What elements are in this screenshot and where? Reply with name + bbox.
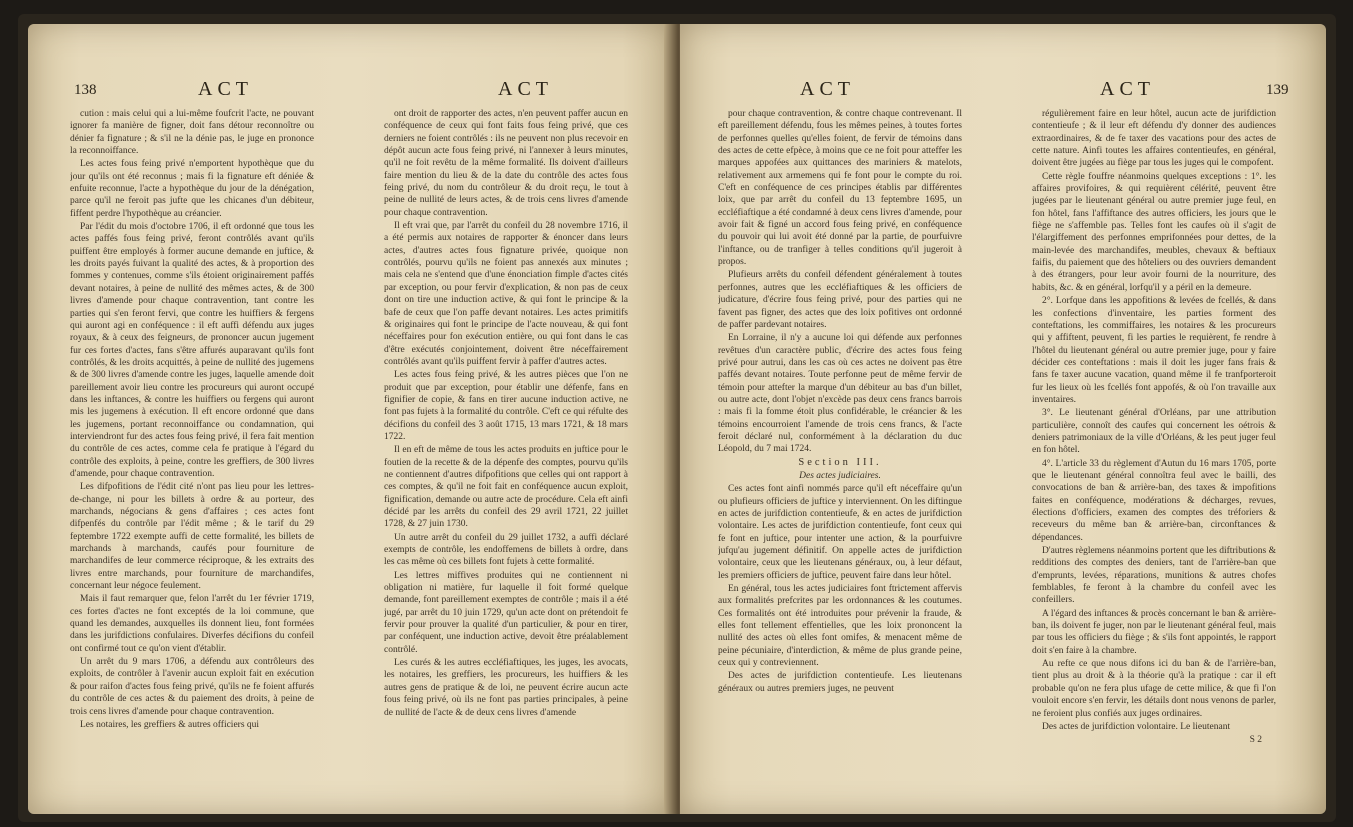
paragraph: Plufieurs arrêts du confeil défendent généralement à toutes perfonnes, autres que les eccléfiaftiques & les officiers de judicature, d'écrire fous feing privé, pour des parties qui ne favent pas figner, des actes que des loix pofitives ont ordonné de paffer pardevant notaires. [718, 270, 962, 330]
paragraph: pour chaque contravention, & contre chaque contrevenant. Il eft pareillement défendu, fous les mêmes peines, à toutes fortes de perfonnes quelles qu'elles foient, de fervir de témoins dans des actes de cette efpèce, à moins que ce ne foit pour atteffer les marques appofées aux quittances des mariniers & matelots, relativement aux armemens qui fe font pour le compte du roi. C'eft en conféquence de ces principes établis par différentes loix, que par arrêt du confeil du 13 feptembre 1695, un eccléfiaftique a été condamné à deux cens livres d'amende, pour avoir fait & figné un accord fous feing privé, en conféquence du pouvoir qui lui avoit été donné par la partie, de pourfuivre l'inftance, ou de tranfiger à telles conditions qu'il jugeroit à propos. [718, 109, 962, 268]
paragraph: Les actes fous feing privé n'emportent hypothèque que du jour qu'ils ont été reconnus ; mais fi la fignature eft déniée & enfuite reconnue, l'acte a hypothèque du jour de la dénégation, parce qu'il ne feroit pas jufte que les chicanes d'un débiteur, fiffent perdre l'hypothèque au créancier. [70, 159, 314, 219]
paragraph: Les notaires, les greffiers & autres officiers qui [80, 719, 260, 730]
book-spread [18, 14, 1336, 822]
paragraph: Des actes de jurifdiction volontaire. Le lieutenant [1042, 721, 1231, 732]
paragraph: Les actes fous feing privé, & les autres pièces que l'on ne produit que par exception, pour établir une défenfe, fans en fignifier de copie, & fans en tirer aucune induction active, ne font pas fujets à la formalité du contrôle. C'eft ce qui réfulte des décifions du confeil des 3 août 1715, 13 mars 1721, & 18 mars 1722. [384, 370, 628, 442]
right-page [680, 24, 1326, 814]
paragraph: Un arrêt du 9 mars 1706, a défendu aux contrôleurs des exploits, de contrôler à l'avenir aucun exploit fait en exécution & pour raifon d'actes fous feing privé, qu'ils ne fe foient affurés du contrôle de ces actes & du paiement des droits, à peine de trois cens livres d'amende pour chaque contravention. [70, 657, 314, 717]
left-column-2 [384, 108, 628, 808]
paragraph: 2°. Lorfque dans les appofitions & levées de fcellés, & dans les confections d'inventaire, les parties forment des conteftations, les commiffaires, les notaires & les procureurs qui y affiftent, peuvent, fi les parties le requièrent, fe rendre à l'hôtel du lieutenant général ou autre premier juge, pour y faire décider ces conteftations : mais il doit les juger fans frais & fans fe taxer aucune vacation, quand même il fe tranfporteroit fur les lieux où les fcellés font appofés, & où l'on travaille aux inventaires. [1032, 296, 1276, 405]
right-page-number: 139 [1266, 82, 1289, 98]
paragraph: A l'égard des inftances & procès concernant le ban & arrière-ban, ils doivent fe juger, non par le lieutenant général feul, mais par tous les officiers du fiège ; & s'ils font appointés, le rapport doit s'en faire à la chambre. [1032, 608, 1276, 656]
left-column-1 [70, 108, 314, 808]
paragraph: Par l'édit du mois d'octobre 1706, il eft ordonné que tous les actes paffés fous feing privé, feront contrôlés avant qu'ils puiffent être employés à former aucune demande en juftice, & les droits payés fuivant la qualité des actes, & à proportion des fommes y contenues, comme s'ils étoient originairement paffés devant notaires, à peine de nullité des mêmes actes, & de 300 livres d'amende pour chaque contravention, tant contre les parties qui s'en feront fervi, que contre les huiffiers & fergens qui auront agi en conféquence : il eft auffi défendu aux juges royaux, & à ceux des feigneurs, de prononcer aucun jugement fur ces fortes d'actes, fans s'être affurés auparavant qu'ils font contrôlés, & les droits acquittés, à peine de nullité des jugemens & de 300 livres d'amende contre les juges, laquelle amende doit pareillement avoir lieu contre les procureurs qui auront occupé dans les inftances, & contre les huiffiers ou fergens qui auront mis les jugemens à exécution. Il eft encore ordonné que dans les jugemens, portant reconnoiffance ou condamnation, qui interviendront fur des actes fous feing privé, il fera fait mention du contrôle de ces actes, comme cela fe pratique à l'égard du contrôle des exploits, à peine, contre les greffiers, de 300 livres d'amende, pour chaque contravention. [70, 222, 314, 479]
paragraph: Au refte ce que nous difons ici du ban & de l'arrière-ban, tient plus au droit & à la théorie qu'à la pratique : car il eft probable qu'on ne fera plus ufage de cette milice, & que fi l'on vouloit encore s'en fervir, les détails dont nous venons de parler, ne feroient plus confiés aux juges ordinaires. [1032, 659, 1276, 719]
right-running-header-inner: ACT [800, 78, 855, 100]
paragraph: 3°. Le lieutenant général d'Orléans, par une attribution particulière, connoît des caufes qui concernent les oétrois & deniers patrimoniaux de la ville d'Orléans, & les peut juger feul en fon hôtel. [1032, 408, 1276, 456]
paragraph: Les curés & les autres eccléfiaftiques, les juges, les avocats, les notaires, les greffiers, les procureurs, les huiffiers & les autres gens de pratique & de loi, ne peuvent écrire aucun acte fous feing privé, où ils ne font pas parties principales, à peine de nullité de l'acte & de deux cens livres d'amende [384, 658, 628, 718]
paragraph: Il en eft de même de tous les actes produits en juftice pour le foutien de la recette & de la dépenfe des comptes, pourvu qu'ils ne contiennent d'autres difpofitions que celles qui ont rapport à ces comptes, & qu'il ne foit fait en conféquence aucun exploit, fignification, demande ou autre acte de procédure. Cela eft ainfi décidé par les arrêts du confeil des 29 avril 1721, 22 juillet 1728, & 27 juin 1730. [384, 445, 628, 530]
signature-mark: S 2 [1249, 735, 1262, 746]
paragraph: Il eft vrai que, par l'arrêt du confeil du 28 novembre 1716, il a été permis aux notaires de rapporter & énoncer dans leurs actes, d'autres actes fous fignature privée, quoique non contrôlés, pourvu qu'ils ne foient pas annexés aux minutes ; mais cela ne s'entend que d'une énonciation fimple d'actes cités par exception, ou pour fervir d'explication, & non pas de ceux dont on tire une induction active, & qui font le principe & la bafe de ceux que l'on paffe devant notaires. Les actes primitifs & originaires qui font le principe de l'acte nouveau, & qui font néceffaires pour fon exécution entière, ou qui font dans le cas d'être exécutés conjointement, doivent être néceffairement contrôlés avant qu'ils puiffent fervir à paffer d'autres actes. [384, 221, 628, 367]
subsection-heading: Des actes judiciaires. [799, 470, 881, 481]
left-page-number: 138 [74, 82, 97, 98]
left-running-header-inner: ACT [498, 78, 553, 100]
right-column-1 [718, 108, 962, 808]
paragraph: ont droit de rapporter des actes, n'en peuvent paffer aucun en conféquence de ceux qui font faits fous feing privé, que ces derniers ne foient contrôlés : ils ne peuvent non plus recevoir en dépôt aucun acte fous feing privé, ni l'annexer à leurs minutes, qu'il ne foit revêtu de la même formalité. Ils doivent d'ailleurs faire mention du lieu & de la date du contrôle des actes fous feing privé, du nom du contrôleur & du droit reçu, le tout à peine de nullité de leurs actes, & de trois cens livres d'amende pour chaque contravention. [384, 109, 628, 218]
section-heading: Section III. [798, 456, 882, 468]
paragraph: Des actes de jurifdiction contentieufe. Les lieutenans généraux ou autres premiers juges, ne peuvent [718, 671, 962, 694]
paragraph: cution : mais celui qui a lui-même foufcrit l'acte, ne pouvant ignorer fa manière de figner, doit fans détour reconnoître ou dénier fa fignature ; & s'il ne la dénie pas, le juge en prononce la reconnoiffance. [70, 109, 314, 157]
paragraph: régulièrement faire en leur hôtel, aucun acte de jurifdiction contentieufe ; & il leur eft défendu d'y donner des audiences extraordinaires, & de fe taxer des vacations pour des actes de cette nature. Ainfi toutes les affaires contentieufes, en général, doivent être jugées au fiège par tous les juges qui le compofent. [1032, 109, 1276, 169]
paragraph: Un autre arrêt du confeil du 29 juillet 1732, a auffi déclaré exempts de contrôle, les endoffemens de billets à ordre, dans les cas même où ces billets font fujets à cette formalité. [384, 532, 628, 568]
right-running-header-outer: ACT [1100, 78, 1155, 100]
paragraph: En général, tous les actes judiciaires font ftrictement affervis aux formalités prefcrites par les ordonnances & les coutumes. Ces formalités ont été introduites pour prévenir la fraude, & elles font tellement effentielles, que les loix prononcent la nullité des actes où elles font omifes, & menacent même de peine pécuniaire, d'interdiction, & même de plus grande peine, ceux qui y contreviennent. [718, 584, 962, 669]
paragraph: Cette règle fouffre néanmoins quelques exceptions : 1°. les affaires provifoires, & qui requièrent célérité, peuvent être jugées par le lieutenant général ou autre premier juge feul, en fon hôtel, fans l'affiftance des autres officiers, les jours que le fiège ne s'affemble pas. Telles font les caufes où il s'agit de l'élargiffement des perfonnes emprifonnées pour dettes, de la main-levée des marchandifes, meubles, chevaux & beftiaux faifis, du paiement que des hôteliers ou des ouvriers demandent à des étrangers, pour leur avoir fourni de la nourriture, des habits, &c. & en général, lorfqu'il y a péril en la demeure. [1032, 171, 1276, 293]
left-running-header-outer: ACT [198, 78, 253, 100]
paragraph: Ces actes font ainfi nommés parce qu'il eft néceffaire qu'un ou plufieurs officiers de juftice y interviennent. On les diftingue en actes de jurifdiction contentieufe, & en actes de jurifdiction volontaire. Les actes de jurifdiction contentieufe, font ceux qui fe font en juftice, pour intenter une action, & la pourfuivre jufqu'au jugement définitif. On appelle actes de jurifdiction volontaire, ceux que les lieutenans généraux, ou, à leur défaut, les premiers officiers de juftice, peuvent faire dans leur hôtel. [718, 484, 962, 581]
paragraph: Les difpofitions de l'édit cité n'ont pas lieu pour les lettres-de-change, ni pour les billets à ordre & au porteur, des marchands, négocians & gens d'affaires ; ces actes font difpenfés du contrôle par l'édit même ; & le tarif du 29 feptembre 1722 exempte auffi de cette formalité, les billets de marchands à marchands, caufés pour fourniture de marchandifes de leur commerce réciproque, & les extraits des livres entre marchands, pour fourniture de marchandifes, concernant leur négoce feulement. [70, 482, 314, 592]
paragraph: Les lettres miffives produites qui ne contiennent ni obligation ni matière, fur laquelle il foit formé quelque demande, font pareillement exemptes de contrôle ; mais il a été jugé, par arrêt du 10 juin 1729, qu'un acte dont on prétendoit fe fervir pour prouver la qualité d'un particulier, & pour en tirer, par conféquent, une induction active, devoit être préalablement contrôlé. [384, 570, 628, 655]
paragraph: D'autres règlemens néanmoins portent que les diftributions & redditions des comptes des deniers, tant de l'arrière-ban que d'emprunts, levées, réparations, munitions & autres chofes femblables, fe feront à la chambre du confeil avec les confeillers. [1032, 546, 1276, 606]
right-column-2 [1032, 108, 1276, 808]
paragraph: En Lorraine, il n'y a aucune loi qui défende aux perfonnes revêtues d'un caractère public, d'écrire des actes fous feing privé pour autrui, dans les cas où ces actes ne doivent pas être paffés devant notaires. Toute perfonne peut de même fervir de témoin pour attefter la marque d'un débiteur au bas d'un billet, ou autre acte, dont l'objet n'excède pas deux cens francs barrois : mais fi la fomme étoit plus confidérable, le créancier & les témoins encourroient l'amende de trois cens francs, & l'acte feroit déclaré nul, conformément à la déclaration du duc Léopold, du 7 mai 1724. [718, 333, 962, 455]
paragraph: Mais il faut remarquer que, felon l'arrêt du 1er février 1719, ces fortes d'actes ne font exceptés de la loi commune, que quand les demandes, auxquelles ils donnent lieu, font formées dans les jurifdictions confulaires. Diverfes décifions du confeil ont confirmé tout ce qu'on vient d'établir. [70, 594, 314, 654]
paragraph: 4°. L'article 33 du règlement d'Autun du 16 mars 1705, porte que le lieutenant général connoîtra feul avec le bailli, des convocations de ban & arrière-ban, des taxes & impofitions faites en conféquence, modérations & décharges, revues, élections d'officiers, examen des comptes des tréforiers & receveurs du même ban & arrière-ban, circonftances & dépendances. [1032, 458, 1276, 543]
left-page [28, 24, 674, 814]
